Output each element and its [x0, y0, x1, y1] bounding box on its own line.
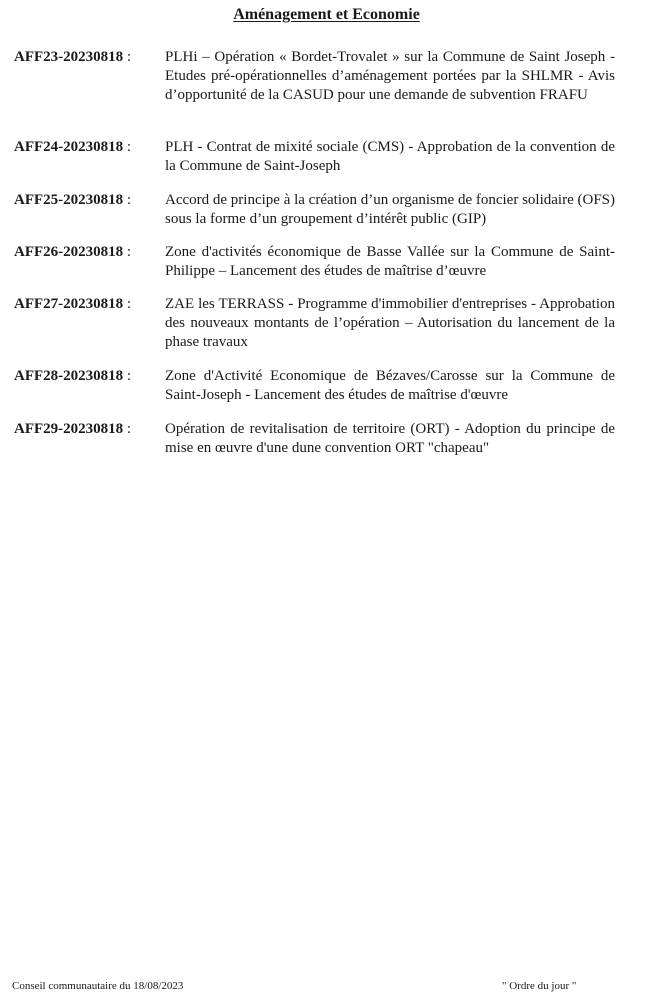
agenda-item-code-wrap: [14, 420, 131, 439]
agenda-item-description: PLHi – Opération « Bordet-Trovalet » sur la Commune de Saint Joseph - Etudes pré-opérationnelles d’aménagement portées par la SHLMR - Avis d’opportunité de la CASUD pour une demande de subvention FRAFU: [165, 49, 615, 103]
footer-document-type: " Ordre du jour ": [502, 980, 577, 992]
agenda-item-code-wrap: [14, 48, 131, 67]
agenda-item-description: Opération de revitalisation de territoire (ORT) - Adoption du principe de mise en œuvre d'une dune convention ORT "chapeau": [165, 421, 615, 456]
agenda-item-code: AFF25-20230818: [14, 192, 124, 208]
agenda-item-description: Zone d'activités économique de Basse Vallée sur la Commune de Saint-Philippe – Lancement des études de maîtrise d’œuvre: [165, 244, 615, 279]
agenda-item-code: AFF29-20230818: [14, 421, 124, 437]
agenda-item-code: AFF27-20230818: [14, 296, 124, 312]
agenda-item-code-wrap: [14, 243, 131, 262]
agenda-item-description: Accord de principe à la création d’un organisme de foncier solidaire (OFS) sous la forme d’un groupement d’intérêt public (GIP): [165, 192, 615, 227]
agenda-item-separator: :: [123, 244, 132, 260]
agenda-item-separator: :: [123, 139, 132, 155]
agenda-item-code: AFF28-20230818: [14, 368, 124, 384]
agenda-item-separator: :: [123, 421, 132, 437]
agenda-item-code-wrap: [14, 367, 131, 386]
agenda-item-code: AFF23-20230818: [14, 49, 124, 65]
agenda-item-separator: :: [123, 296, 132, 312]
section-title: Aménagement et Economie: [233, 6, 420, 23]
agenda-item-code-wrap: [14, 295, 131, 314]
agenda-item-separator: :: [123, 368, 132, 384]
agenda-item-code: AFF26-20230818: [14, 244, 124, 260]
agenda-item-separator: :: [123, 49, 132, 65]
agenda-item-description: ZAE les TERRASS - Programme d'immobilier d'entreprises - Approbation des nouveaux montants de l’opération – Autorisation du lancement de la phase travaux: [165, 296, 615, 350]
footer-meeting-date: Conseil communautaire du 18/08/2023: [12, 980, 184, 992]
agenda-item-code: AFF24-20230818: [14, 139, 124, 155]
agenda-item-separator: :: [123, 192, 132, 208]
agenda-item-code-wrap: [14, 138, 131, 157]
agenda-item-description: PLH - Contrat de mixité sociale (CMS) - Approbation de la convention de la Commune de Saint-Joseph: [165, 139, 615, 174]
agenda-item-description: Zone d'Activité Economique de Bézaves/Carosse sur la Commune de Saint-Joseph - Lancement des études de maîtrise d'œuvre: [165, 368, 615, 403]
agenda-item-code-wrap: [14, 191, 131, 210]
